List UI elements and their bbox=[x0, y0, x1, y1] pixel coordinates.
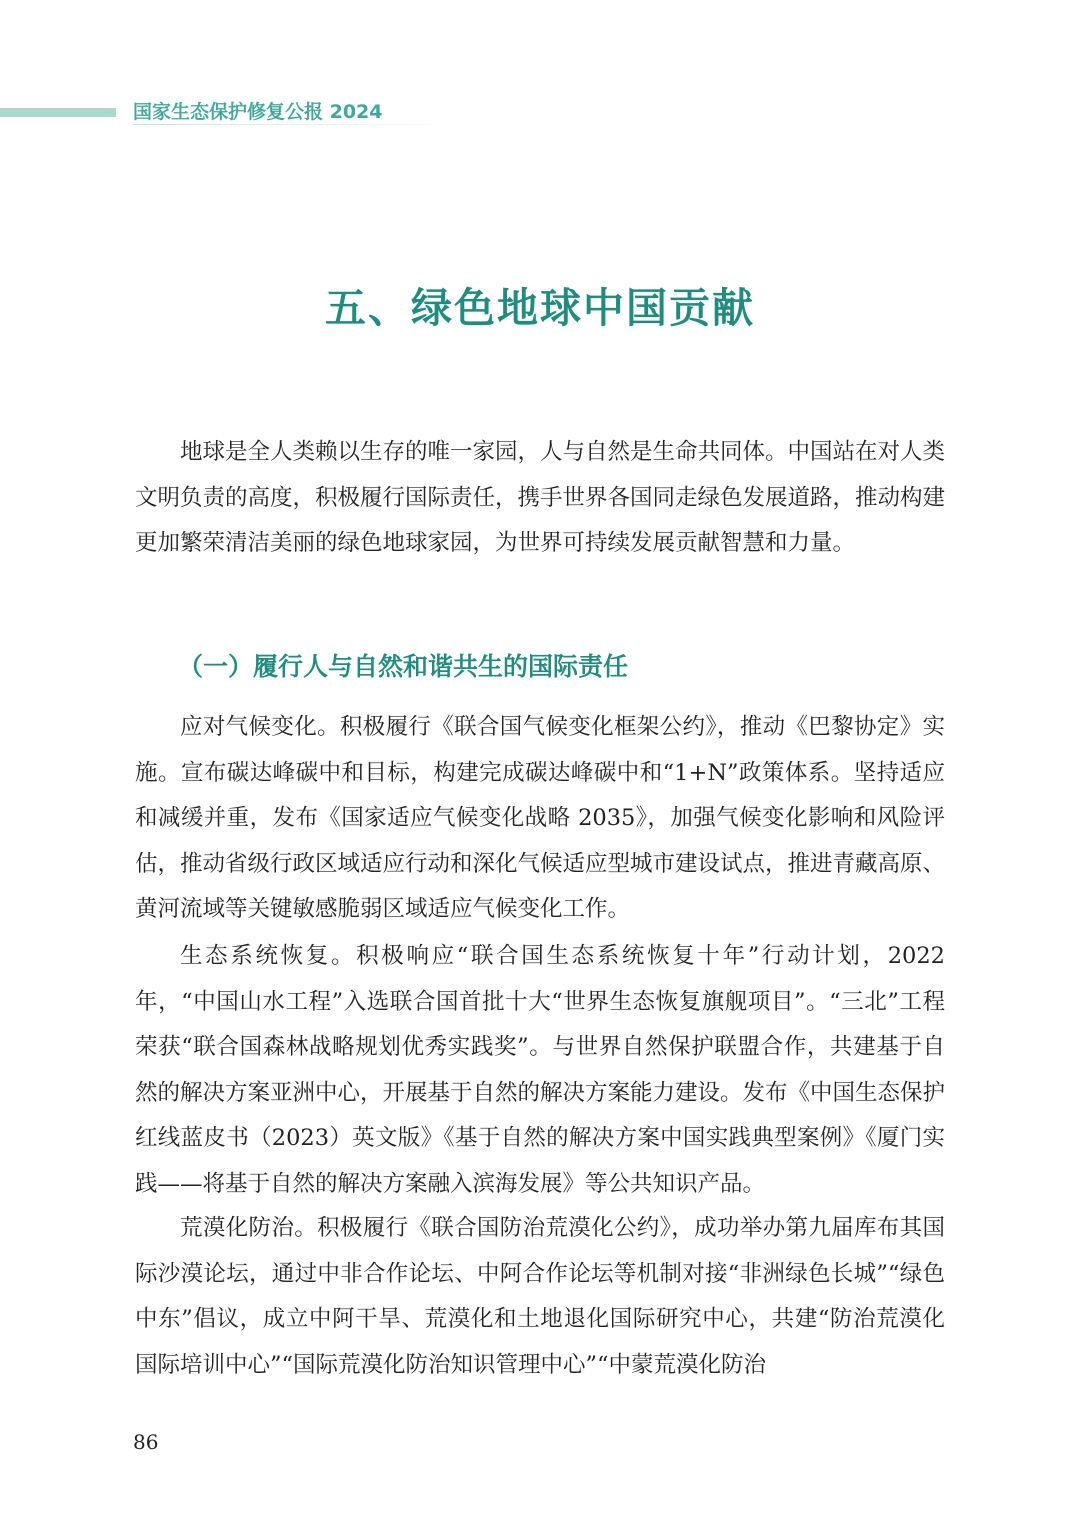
page-number: 86 bbox=[133, 1430, 159, 1454]
section-heading: （一）履行人与自然和谐共生的国际责任 bbox=[178, 652, 629, 681]
body-paragraph-ecosystem: 生态系统恢复。积极响应“联合国生态系统恢复十年”行动计划，2022 年，“中国山水工程”入选联合国首批十大“世界生态恢复旗舰项目”。“三北”工程荣获“联合国森林战略规划优秀实践奖”。与世界自然保护联盟合作，共建基于自然的解决方案亚洲中心，开展基于自然的解决方案能力建设。发布《中国生态保护红线蓝皮书（2023）英文版》《基于自然的解决方案中国实践典型案例》《厦门实践——将基于自然的解决方案融入滨海发展》等公共知识产品。 bbox=[135, 943, 946, 1197]
chapter-title: 五、绿色地球中国贡献 bbox=[325, 284, 755, 332]
body-paragraph-desertification: 荒漠化防治。积极履行《联合国防治荒漠化公约》，成功举办第九届库布其国际沙漠论坛，通过中非合作论坛、中阿合作论坛等机制对接“非洲绿色长城”“绿色中东”倡议，成立中阿干旱、荒漠化和土地退化国际研究中心，共建“防治荒漠化国际培训中心”“国际荒漠化防治知识管理中心”“中蒙荒漠化防治 bbox=[135, 1215, 945, 1378]
intro-paragraph: 地球是全人类赖以生存的唯一家园，人与自然是生命共同体。中国站在对人类文明负责的高度，积极履行国际责任，携手世界各国同走绿色发展道路，推动构建更加繁荣清洁美丽的绿色地球家园，为世界可持续发展贡献智慧和力量。 bbox=[135, 439, 946, 556]
header-accent-bar bbox=[0, 108, 116, 117]
running-header-title: 国家生态保护修复公报 2024 bbox=[133, 101, 383, 123]
header-divider bbox=[133, 124, 463, 125]
body-paragraph-climate: 应对气候变化。积极履行《联合国气候变化框架公约》，推动《巴黎协定》实施。宣布碳达峰碳中和目标，构建完成碳达峰碳中和“1+N”政策体系。坚持适应和减缓并重，发布《国家适应气候变化战略 2035》，加强气候变化影响和风险评估，推动省级行政区域适应行动和深化气候适应型城市建设试点，推进青藏高原、黄河流域等关键敏感脆弱区域适应气候变化工作。 bbox=[135, 714, 946, 922]
